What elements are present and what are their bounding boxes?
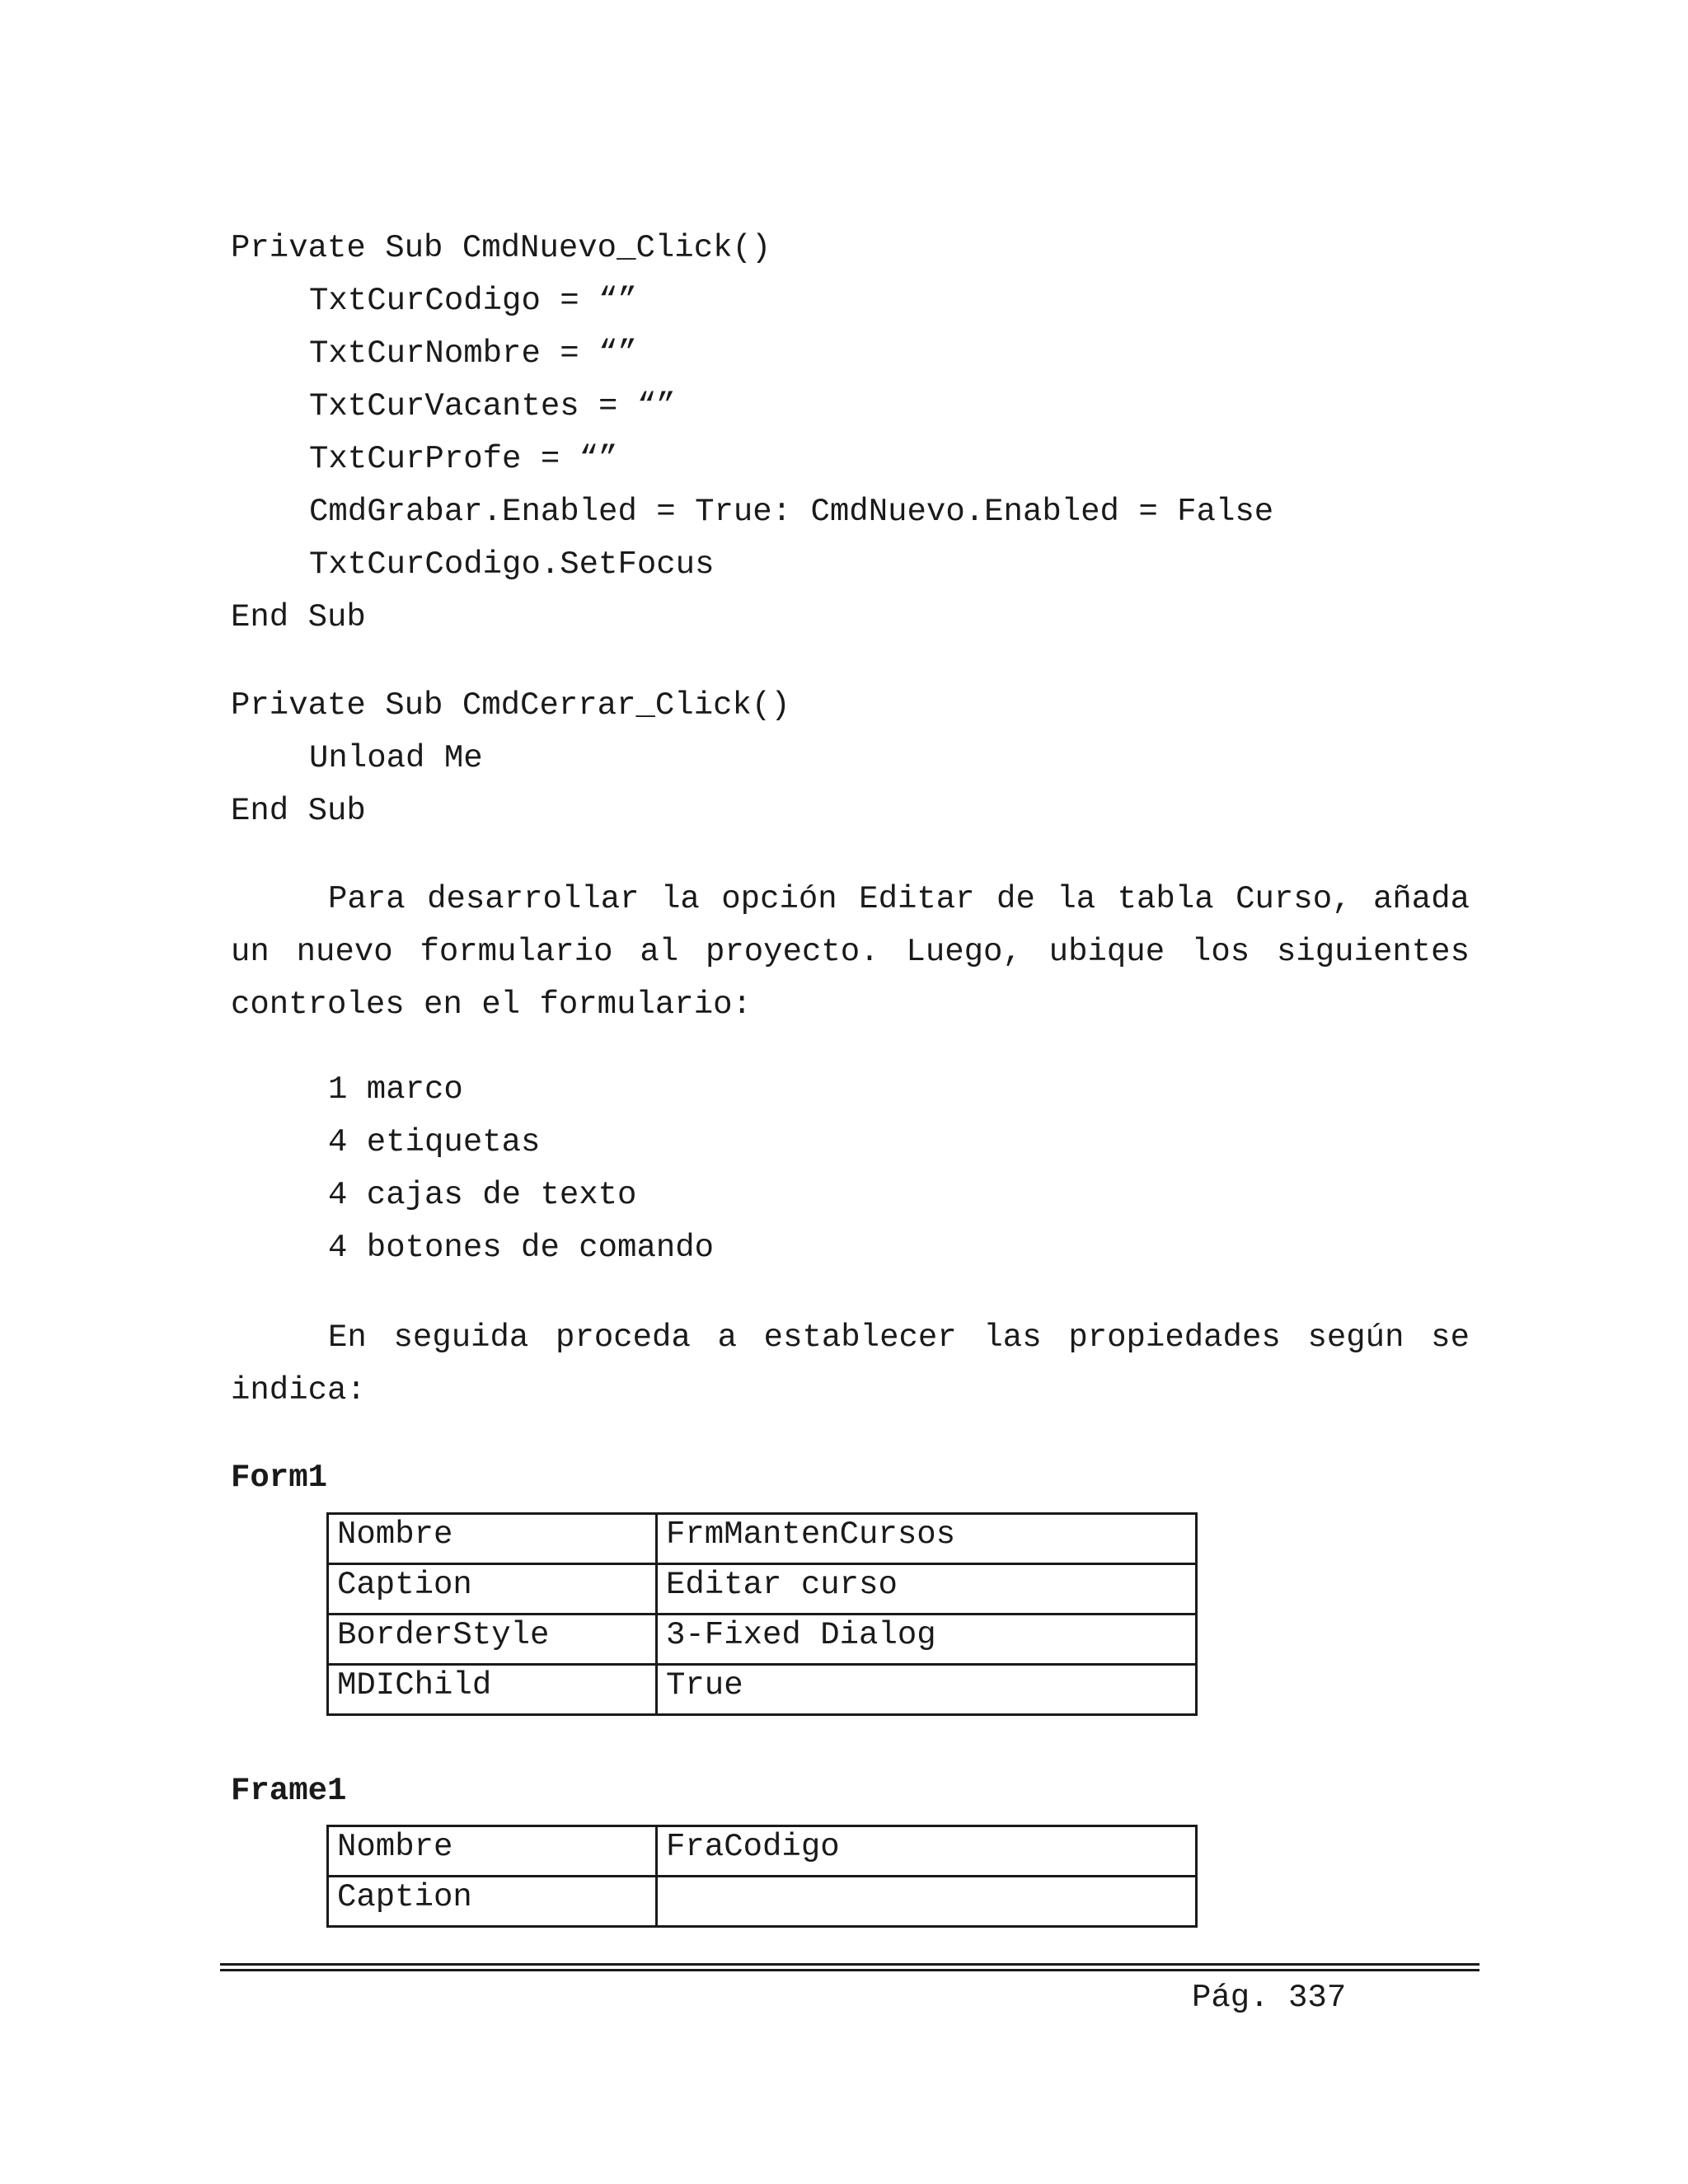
list-item: 4 botones de comando (328, 1230, 715, 1266)
property-value-cell (657, 1877, 1197, 1927)
code-line: Private Sub CmdNuevo_Click() (231, 230, 771, 266)
property-name-cell: Caption (328, 1877, 657, 1927)
paragraph-text: Para desarrollar la opción Editar de la tabla Curso, añada un nuevo formulario al proyecto. Luego, ubique los siguientes controles en el formulario: (231, 881, 1470, 1023)
code-line: Private Sub CmdCerrar_Click() (231, 687, 790, 724)
footer-rule-bottom (220, 1969, 1479, 1971)
code-line: TxtCurNombre = “” (309, 335, 637, 372)
table-row (328, 1615, 1197, 1665)
property-value-cell: 3-Fixed Dialog (657, 1615, 1197, 1665)
code-line: TxtCurCodigo.SetFocus (309, 546, 715, 583)
properties-table-frame1 (326, 1825, 1198, 1928)
table-row (328, 1564, 1197, 1615)
property-name-cell: BorderStyle (328, 1615, 657, 1665)
property-name-cell: Caption (328, 1564, 657, 1615)
table-row (328, 1877, 1197, 1927)
code-line: CmdGrabar.Enabled = True: CmdNuevo.Enabled = False (309, 494, 1274, 530)
paragraph-editar (231, 873, 1470, 1031)
code-line: Unload Me (309, 740, 483, 776)
paragraph-text: En seguida proceda a establecer las propiedades según se indica: (231, 1319, 1470, 1408)
code-line: End Sub (231, 599, 366, 635)
table-row (328, 1514, 1197, 1564)
property-value-cell: Editar curso (657, 1564, 1197, 1615)
section-title-frame1: Frame1 (231, 1773, 347, 1809)
property-name-cell: Nombre (328, 1514, 657, 1564)
property-value-cell: FrmMantenCursos (657, 1514, 1197, 1564)
table-row (328, 1665, 1197, 1715)
table-row (328, 1826, 1197, 1877)
code-line: TxtCurProfe = “” (309, 441, 618, 477)
property-name-cell: Nombre (328, 1826, 657, 1877)
paragraph-propiedades (231, 1311, 1470, 1417)
code-line: End Sub (231, 793, 366, 829)
code-line: TxtCurCodigo = “” (309, 283, 637, 319)
page-number: Pág. 337 (1192, 1980, 1347, 2016)
section-title-form1: Form1 (231, 1460, 328, 1496)
property-value-cell: FraCodigo (657, 1826, 1197, 1877)
list-item: 1 marco (328, 1071, 463, 1108)
property-name-cell: MDIChild (328, 1665, 657, 1715)
code-line: TxtCurVacantes = “” (309, 388, 676, 424)
list-item: 4 cajas de texto (328, 1177, 637, 1213)
list-item: 4 etiquetas (328, 1124, 541, 1160)
property-value-cell: True (657, 1665, 1197, 1715)
properties-table-form1 (326, 1512, 1198, 1716)
footer-rule-top (220, 1963, 1479, 1966)
